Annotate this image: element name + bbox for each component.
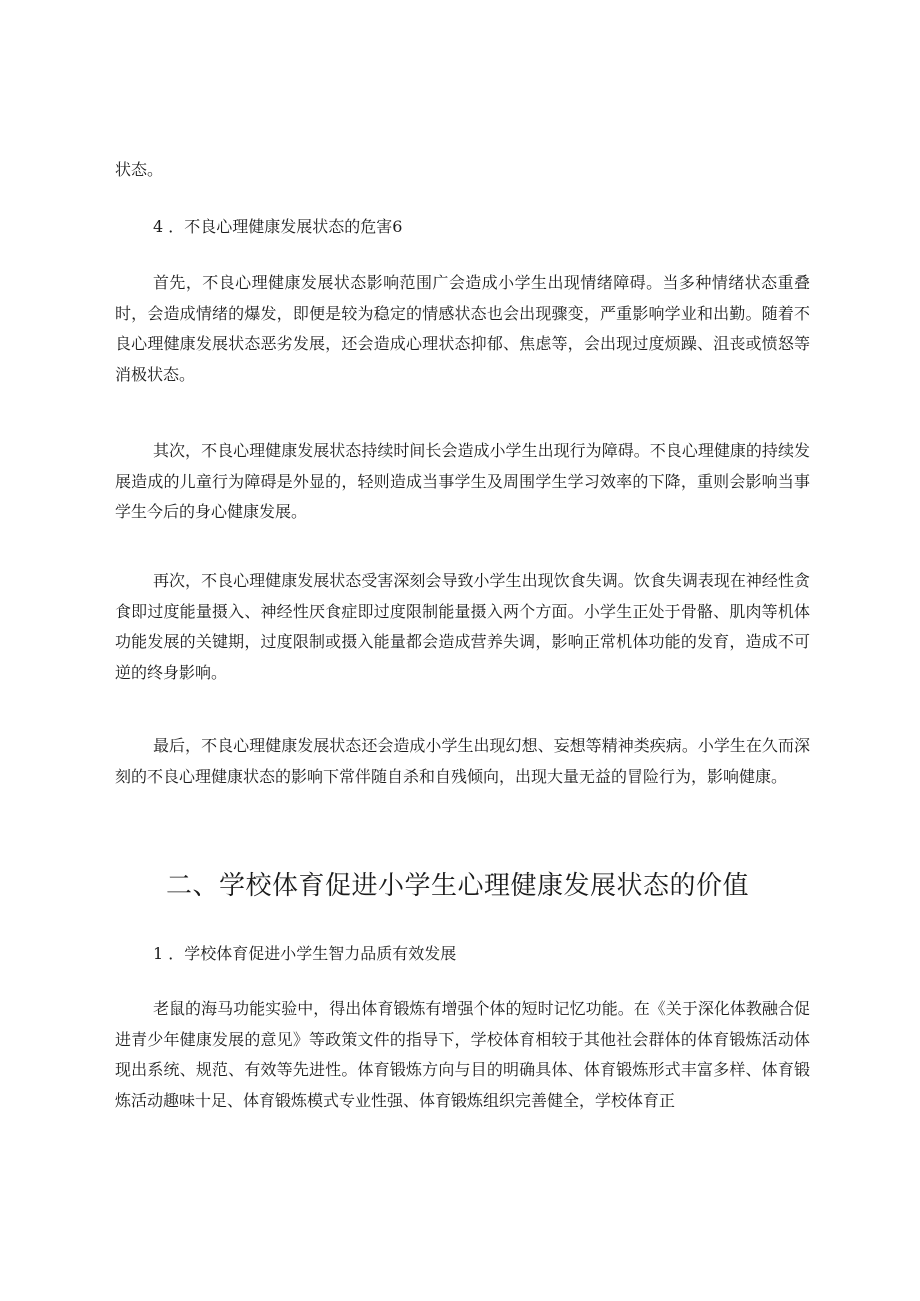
paragraph-first: 首先，不良心理健康发展状态影响范围广会造成小学生出现情绪障碍。当多种情绪状态重叠时，会造成情绪的爆发，即便是较为稳定的情感状态也会出现骤变，严重影响学业和出勤。随着不良心理健康发展状态恶劣发展，还会造成心理状态抑郁、焦虑等，会出现过度烦躁、沮丧或愤怒等消极状态。 [115, 273, 810, 384]
paragraph-intellect: 老鼠的海马功能实验中，得出体育锻炼有增强个体的短时记忆功能。在《关于深化体教融合促进青少年健康发展的意见》等政策文件的指导下，学校体育相较于其他社会群体的体育锻炼活动体现出系统、规范、有效等先进性。体育锻炼方向与目的明确具体、体育锻炼形式丰富多样、体育锻炼活动趣味十足、体育锻炼模式专业性强、体育锻炼组织完善健全，学校体育正 [115, 999, 810, 1110]
section-heading: 二、学校体育促进小学生心理健康发展状态的价值 [166, 871, 750, 901]
paragraph-third: 再次，不良心理健康发展状态受害深刻会导致小学生出现饮食失调。饮食失调表现在神经性贪食即过度能量摄入、神经性厌食症即过度限制能量摄入两个方面。小学生正处于骨骼、肌肉等机体功能发展的关键期，过度限制或摄入能量都会造成营养失调，影响正常机体功能的发育，造成不可逆的终身影响。 [115, 571, 810, 682]
paragraph-second: 其次，不良心理健康发展状态持续时间长会造成小学生出现行为障碍。不良心理健康的持续发展造成的儿童行为障碍是外显的，轻则造成当事学生及周围学生学习效率的下降，重则会影响当事学生今后的身心健康发展。 [115, 441, 810, 521]
sub-heading-intellect: 1 ．学校体育促进小学生智力品质有效发展 [153, 944, 457, 963]
continued-text: 状态。 [115, 160, 164, 179]
paragraph-fourth: 最后，不良心理健康发展状态还会造成小学生出现幻想、妄想等精神类疾病。小学生在久而深刻的不良心理健康状态的影响下常伴随自杀和自残倾向，出现大量无益的冒险行为，影响健康。 [115, 736, 810, 786]
sub-heading-harm: 4 ．不良心理健康发展状态的危害6 [153, 217, 403, 236]
